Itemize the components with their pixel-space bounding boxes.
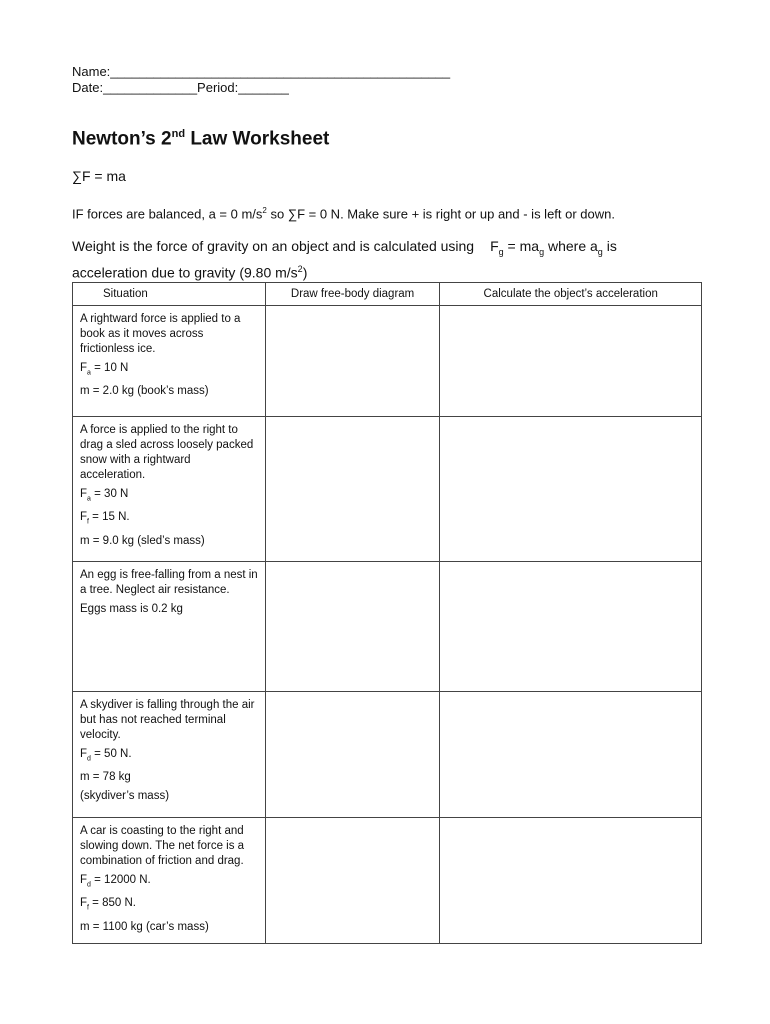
balanced-text-2: so ∑F = 0 N. Make sure + is right or up and - is left or down.: [266, 206, 615, 222]
free-body-diagram-cell[interactable]: [265, 692, 440, 818]
given-value-text: m = 1100 kg (car’s mass): [80, 920, 209, 933]
title-superscript: nd: [171, 128, 186, 140]
worksheet-page: [72, 64, 702, 282]
name-field: Name:_______________________________________________: [72, 64, 451, 79]
force-subscript: d: [87, 881, 91, 889]
table-row: [73, 562, 702, 692]
situation-description: A car is coasting to the right and slowing down. The net force is a combination of friction and drag.: [80, 825, 245, 867]
force-subscript: f: [87, 904, 89, 912]
table-row: [73, 306, 702, 417]
force-symbol: F: [80, 748, 88, 760]
given-value-text: = 10 N: [90, 362, 129, 374]
acceleration-answer-cell[interactable]: [440, 562, 702, 692]
weight-where: where a: [544, 237, 598, 254]
given-value: [80, 487, 259, 506]
force-symbol: F: [80, 874, 88, 886]
table-row: [73, 692, 702, 818]
worksheet-table: [72, 282, 702, 944]
force-symbol: F: [80, 897, 88, 910]
situation-cell: [73, 562, 266, 692]
force-subscript: a: [87, 495, 91, 503]
situation-description: An egg is free-falling from a nest in a tree. Neglect air resistance.: [80, 569, 258, 596]
given-value-text: m = 2.0 kg (book’s mass): [80, 385, 209, 398]
given-value: [80, 896, 259, 915]
given-value: [80, 361, 259, 380]
force-subscript: f: [87, 518, 89, 526]
free-body-diagram-cell[interactable]: [265, 818, 440, 944]
weight-f: F: [490, 237, 499, 254]
title-main: Newton’s 2: [72, 128, 172, 150]
acceleration-answer-cell[interactable]: [440, 417, 702, 562]
newton-formula: ∑F = ma: [72, 168, 126, 185]
header-acceleration: Calculate the object’s acceleration: [440, 283, 702, 306]
acceleration-answer-cell[interactable]: [440, 818, 702, 944]
table-header-row: [73, 283, 702, 306]
situation-description: A rightward force is applied to a book as it moves across frictionless ice.: [80, 313, 241, 355]
given-value: [80, 873, 259, 892]
weight-note: [72, 237, 702, 282]
force-subscript: d: [87, 755, 91, 763]
free-body-diagram-cell[interactable]: [265, 562, 440, 692]
date-period-field: Date:_____________Period:_______: [72, 80, 289, 95]
acceleration-answer-cell[interactable]: [440, 306, 702, 417]
balanced-forces-note: [72, 203, 702, 222]
given-value: [80, 384, 259, 399]
weight-g-sub-3: g: [597, 246, 603, 257]
weight-is: is: [602, 237, 617, 254]
weight-g-sub-2: g: [539, 246, 545, 257]
given-value-text: = 15 N.: [88, 511, 130, 524]
given-value: [80, 747, 259, 766]
given-value-text: (skydiver’s mass): [80, 790, 170, 803]
balanced-text-1: IF forces are balanced, a = 0 m/s: [72, 206, 263, 222]
weight-line2-text: acceleration due to gravity (9.80 m/s: [72, 265, 298, 282]
weight-text-1: Weight is the force of gravity on an object and is calculated using: [72, 237, 475, 254]
force-symbol: F: [80, 488, 88, 500]
free-body-diagram-cell[interactable]: [265, 306, 440, 417]
given-value-text: = 50 N.: [90, 748, 132, 760]
weight-g-sub-1: g: [498, 246, 504, 257]
given-value-text: = 30 N: [90, 488, 129, 500]
situation-cell: [73, 306, 266, 417]
given-value: [80, 789, 259, 804]
page-title: [72, 122, 702, 151]
force-symbol: F: [80, 511, 88, 524]
given-value: [80, 602, 259, 617]
title-rest: Law Worksheet: [185, 128, 330, 150]
weight-eq: = ma: [503, 237, 540, 254]
given-value-text: m = 78 kg: [80, 771, 131, 784]
weight-line2-close: ): [302, 265, 308, 282]
balanced-sup: 2: [262, 206, 267, 216]
acceleration-answer-cell[interactable]: [440, 692, 702, 818]
free-body-diagram-cell[interactable]: [265, 417, 440, 562]
header-free-body: Draw free-body diagram: [265, 283, 440, 306]
situation-cell: [73, 692, 266, 818]
given-value: [80, 920, 259, 935]
header-situation: Situation: [73, 283, 266, 306]
given-value: [80, 534, 259, 549]
given-value: [80, 770, 259, 785]
weight-line2-sup: 2: [297, 264, 303, 275]
situation-description: A force is applied to the right to drag a sled across loosely packed snow with a rightward acceleration.: [80, 424, 254, 481]
table-row: [73, 417, 702, 562]
given-value-text: = 850 N.: [88, 897, 136, 910]
given-value: [80, 510, 259, 529]
force-subscript: a: [87, 369, 91, 377]
given-value-text: Eggs mass is 0.2 kg: [80, 603, 183, 615]
force-symbol: F: [80, 362, 88, 374]
situation-cell: [73, 417, 266, 562]
table-row: [73, 818, 702, 944]
given-value-text: m = 9.0 kg (sled’s mass): [80, 534, 205, 547]
situation-description: A skydiver is falling through the air but has not reached terminal velocity.: [80, 699, 255, 741]
situation-cell: [73, 818, 266, 944]
given-value-text: = 12000 N.: [90, 874, 151, 886]
